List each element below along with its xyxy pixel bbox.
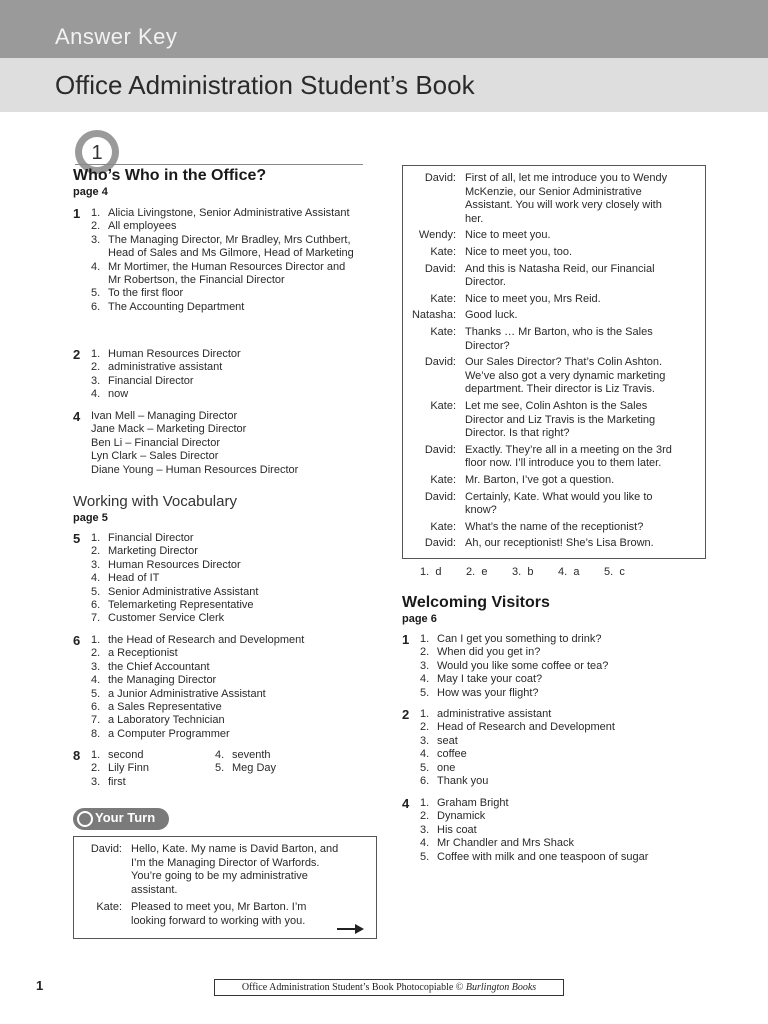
item-text: How was your flight?	[437, 686, 539, 699]
item-number: 5.	[215, 762, 225, 775]
list-item	[91, 388, 358, 401]
list-item	[91, 776, 126, 789]
item-number: 3.	[91, 233, 101, 246]
item-number: 6.	[91, 599, 101, 612]
list-item	[91, 701, 358, 714]
answer-list	[91, 348, 358, 402]
page-ref: page 6	[402, 613, 437, 625]
speaker-name: Kate:	[430, 326, 456, 338]
item-number: 2.	[91, 762, 101, 775]
item-number: 7.	[91, 612, 101, 625]
item-number: 5.	[91, 585, 101, 598]
item-text: first	[108, 775, 126, 788]
list-item	[91, 261, 358, 288]
speaker-name: Kate:	[430, 400, 456, 412]
speech-line: looking forward to working with you.	[131, 914, 306, 927]
item-text: administrative assistant	[108, 361, 223, 374]
list-item	[91, 612, 358, 625]
speech-text	[465, 400, 655, 441]
answer-list	[91, 410, 298, 477]
item-text: Financial Director	[108, 374, 194, 387]
list-item	[91, 688, 358, 701]
list-item	[420, 708, 687, 721]
list-item	[91, 234, 358, 261]
item-number: 5.	[91, 287, 101, 300]
list-item	[420, 762, 687, 775]
speaker-name: David:	[424, 537, 456, 550]
speech-line: Pleased to meet you, Mr Barton. I’m	[131, 901, 307, 914]
item-text: Customer Service Clerk	[108, 612, 225, 625]
speech-text	[465, 293, 601, 307]
item-number: 2.	[466, 566, 476, 578]
item-number: 2.	[420, 810, 430, 823]
list-item	[91, 559, 358, 572]
item-number: 5.	[420, 850, 430, 863]
speaker-name: Kate:	[430, 292, 456, 305]
item-text: The Managing Director, Mr Bradley, Mrs Cuthbert, Head of Sales and Ms Gilmore, Head of Marketing	[108, 233, 354, 260]
speech-line: Exactly. They’re all in a meeting on the 3rd	[465, 443, 672, 456]
answer-key-banner	[0, 0, 768, 58]
page-number: 1	[36, 978, 44, 993]
item-number: 1.	[420, 633, 430, 645]
item-number: 2.	[420, 646, 430, 659]
item-text: e	[481, 566, 488, 578]
speech-line: Mr. Barton, I’ve got a question.	[465, 474, 615, 486]
copyright-text: Office Administration Student’s Book Photocopiable ©	[241, 982, 466, 993]
answer-list	[91, 207, 358, 314]
list-item	[91, 674, 358, 687]
speech-line: I’m the Managing Director of Warfords.	[131, 856, 320, 869]
answer-list	[91, 532, 358, 626]
item-number: 3.	[420, 734, 430, 747]
item-number: 3.	[91, 374, 101, 387]
speaker-name: Kate:	[430, 474, 456, 486]
copyright-footer	[214, 979, 564, 996]
speaker-name: David:	[424, 443, 456, 456]
item-number: 4.	[215, 749, 225, 761]
item-number: 2.	[91, 220, 101, 233]
speech-line: Let me see, Colin Ashton is the Sales	[465, 400, 648, 412]
item-text: When did you get in?	[437, 646, 541, 659]
item-number: 3.	[512, 566, 522, 578]
item-number: 4.	[420, 673, 430, 686]
speaker-name: David:	[424, 356, 456, 369]
item-text: the Chief Accountant	[108, 660, 210, 673]
item-number: 5.	[91, 687, 101, 700]
item-number: 4.	[558, 566, 568, 578]
list-item	[91, 301, 358, 314]
item-text: Human Resources Director	[108, 558, 241, 571]
item-number: 1.	[91, 207, 101, 219]
list-item	[420, 797, 687, 810]
exercise-number: 6	[73, 633, 81, 648]
speech-line: And this is Natasha Reid, our Financial	[465, 262, 655, 275]
exercise-number: 2	[73, 347, 81, 362]
exercise-number: 1	[73, 206, 81, 221]
continued-dialogue-box	[402, 165, 706, 559]
item-number: 3.	[420, 659, 430, 672]
speech-line: Hello, Kate. My name is David Barton, and	[131, 843, 339, 855]
list-item	[420, 775, 687, 788]
item-text: coffee	[437, 748, 467, 761]
match-item	[466, 566, 487, 578]
exercise-number: 2	[402, 707, 410, 722]
list-item: Ivan Mell – Managing Director	[91, 410, 238, 422]
book-title: Office Administration Student’s Book	[55, 70, 475, 100]
list-item	[91, 361, 358, 374]
exercise-number: 8	[73, 748, 81, 763]
item-text: seventh	[232, 749, 271, 761]
speech-text	[465, 356, 665, 397]
item-text: Senior Administrative Assistant	[108, 585, 259, 598]
item-number: 2.	[91, 361, 101, 374]
speech-line: First of all, let me introduce you to Wendy	[465, 172, 668, 184]
answer-list	[420, 708, 687, 788]
speaker-name: David:	[90, 843, 122, 855]
item-text: Mr Chandler and Mrs Shack	[437, 837, 574, 850]
speech-line: Director?	[465, 339, 510, 352]
item-number: 1.	[91, 749, 101, 761]
speech-line: Good luck.	[465, 309, 518, 322]
item-text: d	[435, 566, 442, 578]
item-text: Thank you	[437, 775, 489, 788]
list-item	[91, 287, 358, 300]
speech-line: McKenzie, our Senior Administrative	[465, 185, 642, 198]
list-item	[420, 748, 687, 761]
list-item	[420, 837, 687, 850]
speech-line: know?	[465, 504, 497, 517]
list-item	[420, 735, 687, 748]
speaker-name: David:	[424, 262, 456, 275]
unit-number: 1	[82, 137, 112, 167]
item-text: Telemarketing Representative	[108, 599, 254, 612]
item-number: 2.	[91, 647, 101, 660]
section-title-welcoming-visitors: Welcoming Visitors	[402, 594, 550, 611]
speech-text	[465, 444, 672, 471]
your-turn-label: Your Turn	[95, 810, 156, 825]
your-turn-dialogue-box	[73, 836, 377, 939]
speech-text	[465, 326, 653, 353]
list-item	[215, 762, 276, 775]
item-text: All employees	[108, 220, 177, 233]
item-text: May I take your coat?	[437, 673, 543, 686]
speech-line: Director. Is that right?	[465, 427, 570, 440]
item-number: 6.	[91, 300, 101, 313]
speech-line: her.	[465, 212, 484, 225]
item-text: Can I get you something to drink?	[437, 633, 602, 645]
list-item	[91, 348, 358, 361]
exercise-number: 4	[402, 796, 410, 811]
item-number: 6.	[91, 701, 101, 714]
item-text: Lily Finn	[108, 762, 149, 775]
speech-line: Certainly, Kate. What would you like to	[465, 490, 653, 503]
match-item	[558, 566, 579, 578]
list-item	[420, 810, 687, 823]
list-item	[91, 647, 358, 660]
item-text: a Receptionist	[108, 647, 178, 660]
item-text: a Junior Administrative Assistant	[108, 687, 266, 700]
publisher-name: Burlington Books	[465, 982, 537, 993]
item-number: 4.	[420, 837, 430, 850]
item-text: Head of IT	[108, 572, 160, 585]
item-number: 2.	[420, 721, 430, 734]
speech-line: floor now. I’ll introduce you to them later.	[465, 457, 662, 470]
item-number: 1.	[420, 797, 430, 809]
item-text: Would you like some coffee or tea?	[437, 659, 609, 672]
speech-text	[465, 246, 572, 260]
list-item	[91, 714, 358, 727]
item-number: 1.	[91, 348, 101, 360]
list-item	[420, 687, 687, 700]
speech-line: Nice to meet you, Mrs Reid.	[465, 292, 601, 305]
speech-line: Nice to meet you, too.	[465, 246, 572, 258]
item-text: Alicia Livingstone, Senior Administrative Assistant	[108, 207, 350, 219]
section-label: Answer Key	[55, 24, 178, 49]
item-number: 7.	[91, 714, 101, 727]
speech-text	[131, 901, 306, 928]
list-item	[420, 851, 687, 864]
list-item	[420, 633, 687, 646]
speaker-name: Kate:	[430, 520, 456, 533]
speech-line: Thanks … Mr Barton, who is the Sales	[465, 326, 653, 338]
item-text: Dynamick	[437, 810, 486, 823]
item-number: 1.	[91, 634, 101, 646]
list-item	[91, 728, 358, 741]
list-item: Lyn Clark – Sales Director	[91, 450, 219, 463]
answer-list	[420, 633, 687, 700]
item-text: Human Resources Director	[108, 348, 241, 360]
speech-line: Our Sales Director? That’s Colin Ashton.	[465, 356, 663, 369]
speech-text	[465, 309, 518, 323]
item-text: now	[108, 388, 129, 401]
speech-text	[465, 521, 643, 535]
item-number: 4.	[91, 260, 101, 273]
list-item: Ben Li – Financial Director	[91, 436, 221, 449]
page-ref: page 4	[73, 186, 108, 198]
item-number: 3.	[91, 660, 101, 673]
title-banner	[0, 58, 768, 112]
speech-line: We’ve also got a very dynamic marketing	[465, 369, 666, 382]
speaker-name: Wendy:	[418, 229, 456, 242]
exercise-number: 4	[73, 409, 81, 424]
speech-line: department. Their director is Liz Travis.	[465, 383, 655, 396]
speech-text	[465, 229, 551, 243]
item-text: administrative assistant	[437, 708, 552, 720]
list-item	[91, 375, 358, 388]
item-number: 5.	[420, 761, 430, 774]
list-item	[91, 572, 358, 585]
item-number: 5.	[420, 686, 430, 699]
item-text: the Head of Research and Development	[108, 634, 305, 646]
item-text: a Computer Programmer	[108, 727, 230, 740]
speech-line: You’re going to be my administrative	[131, 870, 308, 883]
speech-line: Ah, our receptionist! She’s Lisa Brown.	[465, 537, 654, 550]
section-title-vocabulary: Working with Vocabulary	[73, 493, 237, 510]
headset-icon	[77, 811, 93, 827]
item-number: 5.	[604, 566, 614, 578]
item-number: 8.	[91, 727, 101, 740]
item-text: Graham Bright	[437, 797, 509, 809]
item-number: 1.	[420, 708, 430, 720]
item-number: 1.	[420, 566, 430, 578]
page-ref: page 5	[73, 512, 108, 524]
item-text: second	[108, 749, 144, 761]
match-item	[604, 566, 625, 578]
item-text: c	[619, 566, 625, 578]
speaker-name: Natasha:	[411, 309, 456, 322]
match-item	[512, 566, 533, 578]
list-item	[420, 660, 687, 673]
answer-list	[420, 797, 687, 864]
speech-text	[465, 263, 655, 290]
speaker-name: David:	[424, 172, 456, 184]
list-item	[420, 673, 687, 686]
item-text: the Managing Director	[108, 674, 217, 687]
list-item	[91, 749, 143, 762]
speaker-name: David:	[424, 490, 456, 503]
item-number: 3.	[91, 558, 101, 571]
item-text: Marketing Director	[108, 545, 198, 558]
list-item	[420, 824, 687, 837]
match-item	[420, 566, 441, 578]
speech-text	[131, 843, 338, 897]
exercise-8	[73, 749, 413, 791]
list-item	[420, 646, 687, 659]
item-number: 1.	[91, 532, 101, 544]
list-item	[91, 207, 358, 220]
item-text: a	[573, 566, 580, 578]
item-text: b	[527, 566, 534, 578]
list-item	[91, 599, 358, 612]
item-text: Head of Research and Development	[437, 721, 615, 734]
list-item	[91, 220, 358, 233]
answer-list	[91, 634, 358, 741]
item-text: The Accounting Department	[108, 300, 245, 313]
list-item: Jane Mack – Marketing Director	[91, 423, 247, 436]
item-text: seat	[437, 734, 458, 747]
speaker-name: Kate:	[96, 901, 122, 914]
list-item	[91, 586, 358, 599]
item-text: one	[437, 761, 456, 774]
speech-line: Nice to meet you.	[465, 229, 551, 242]
speech-text	[465, 491, 653, 518]
exercise-number: 1	[402, 632, 410, 647]
list-item: Diane Young – Human Resources Director	[91, 463, 299, 476]
item-number: 4.	[91, 674, 101, 687]
list-item	[420, 721, 687, 734]
item-text: Meg Day	[232, 762, 277, 775]
item-number: 2.	[91, 545, 101, 558]
item-number: 4.	[420, 748, 430, 761]
item-text: Coffee with milk and one teaspoon of sugar	[437, 850, 649, 863]
unit-divider	[75, 164, 363, 165]
your-turn-badge	[73, 808, 169, 830]
item-number: 4.	[91, 388, 101, 401]
item-text: His coat	[437, 823, 477, 836]
list-item	[91, 762, 149, 775]
speech-line: Assistant. You will work very closely with	[465, 199, 662, 212]
item-number: 6.	[420, 775, 430, 788]
speech-text	[465, 172, 667, 226]
list-item	[215, 749, 271, 762]
list-item	[91, 545, 358, 558]
item-text: Financial Director	[108, 532, 194, 544]
item-text: a Sales Representative	[108, 701, 222, 714]
item-text: a Laboratory Technician	[108, 714, 225, 727]
speech-line: Director.	[465, 276, 506, 289]
item-text: To the first floor	[108, 287, 184, 300]
speech-line: What’s the name of the receptionist?	[465, 520, 644, 533]
exercise-number: 5	[73, 531, 81, 546]
section-title-whos-who: Who’s Who in the Office?	[73, 167, 267, 184]
item-text: Mr Mortimer, the Human Resources Director and Mr Robertson, the Financial Director	[108, 260, 346, 287]
speech-line: Director and Liz Travis is the Marketing	[465, 413, 656, 426]
item-number: 3.	[91, 775, 101, 788]
speech-line: assistant.	[131, 883, 178, 896]
item-number: 4.	[91, 572, 101, 585]
speech-text	[465, 474, 614, 488]
arrow-right-icon	[337, 922, 365, 936]
list-item	[91, 661, 358, 674]
list-item	[91, 532, 358, 545]
item-number: 3.	[420, 823, 430, 836]
speech-text	[465, 537, 654, 551]
list-item	[91, 634, 358, 647]
speaker-name: Kate:	[430, 246, 456, 258]
